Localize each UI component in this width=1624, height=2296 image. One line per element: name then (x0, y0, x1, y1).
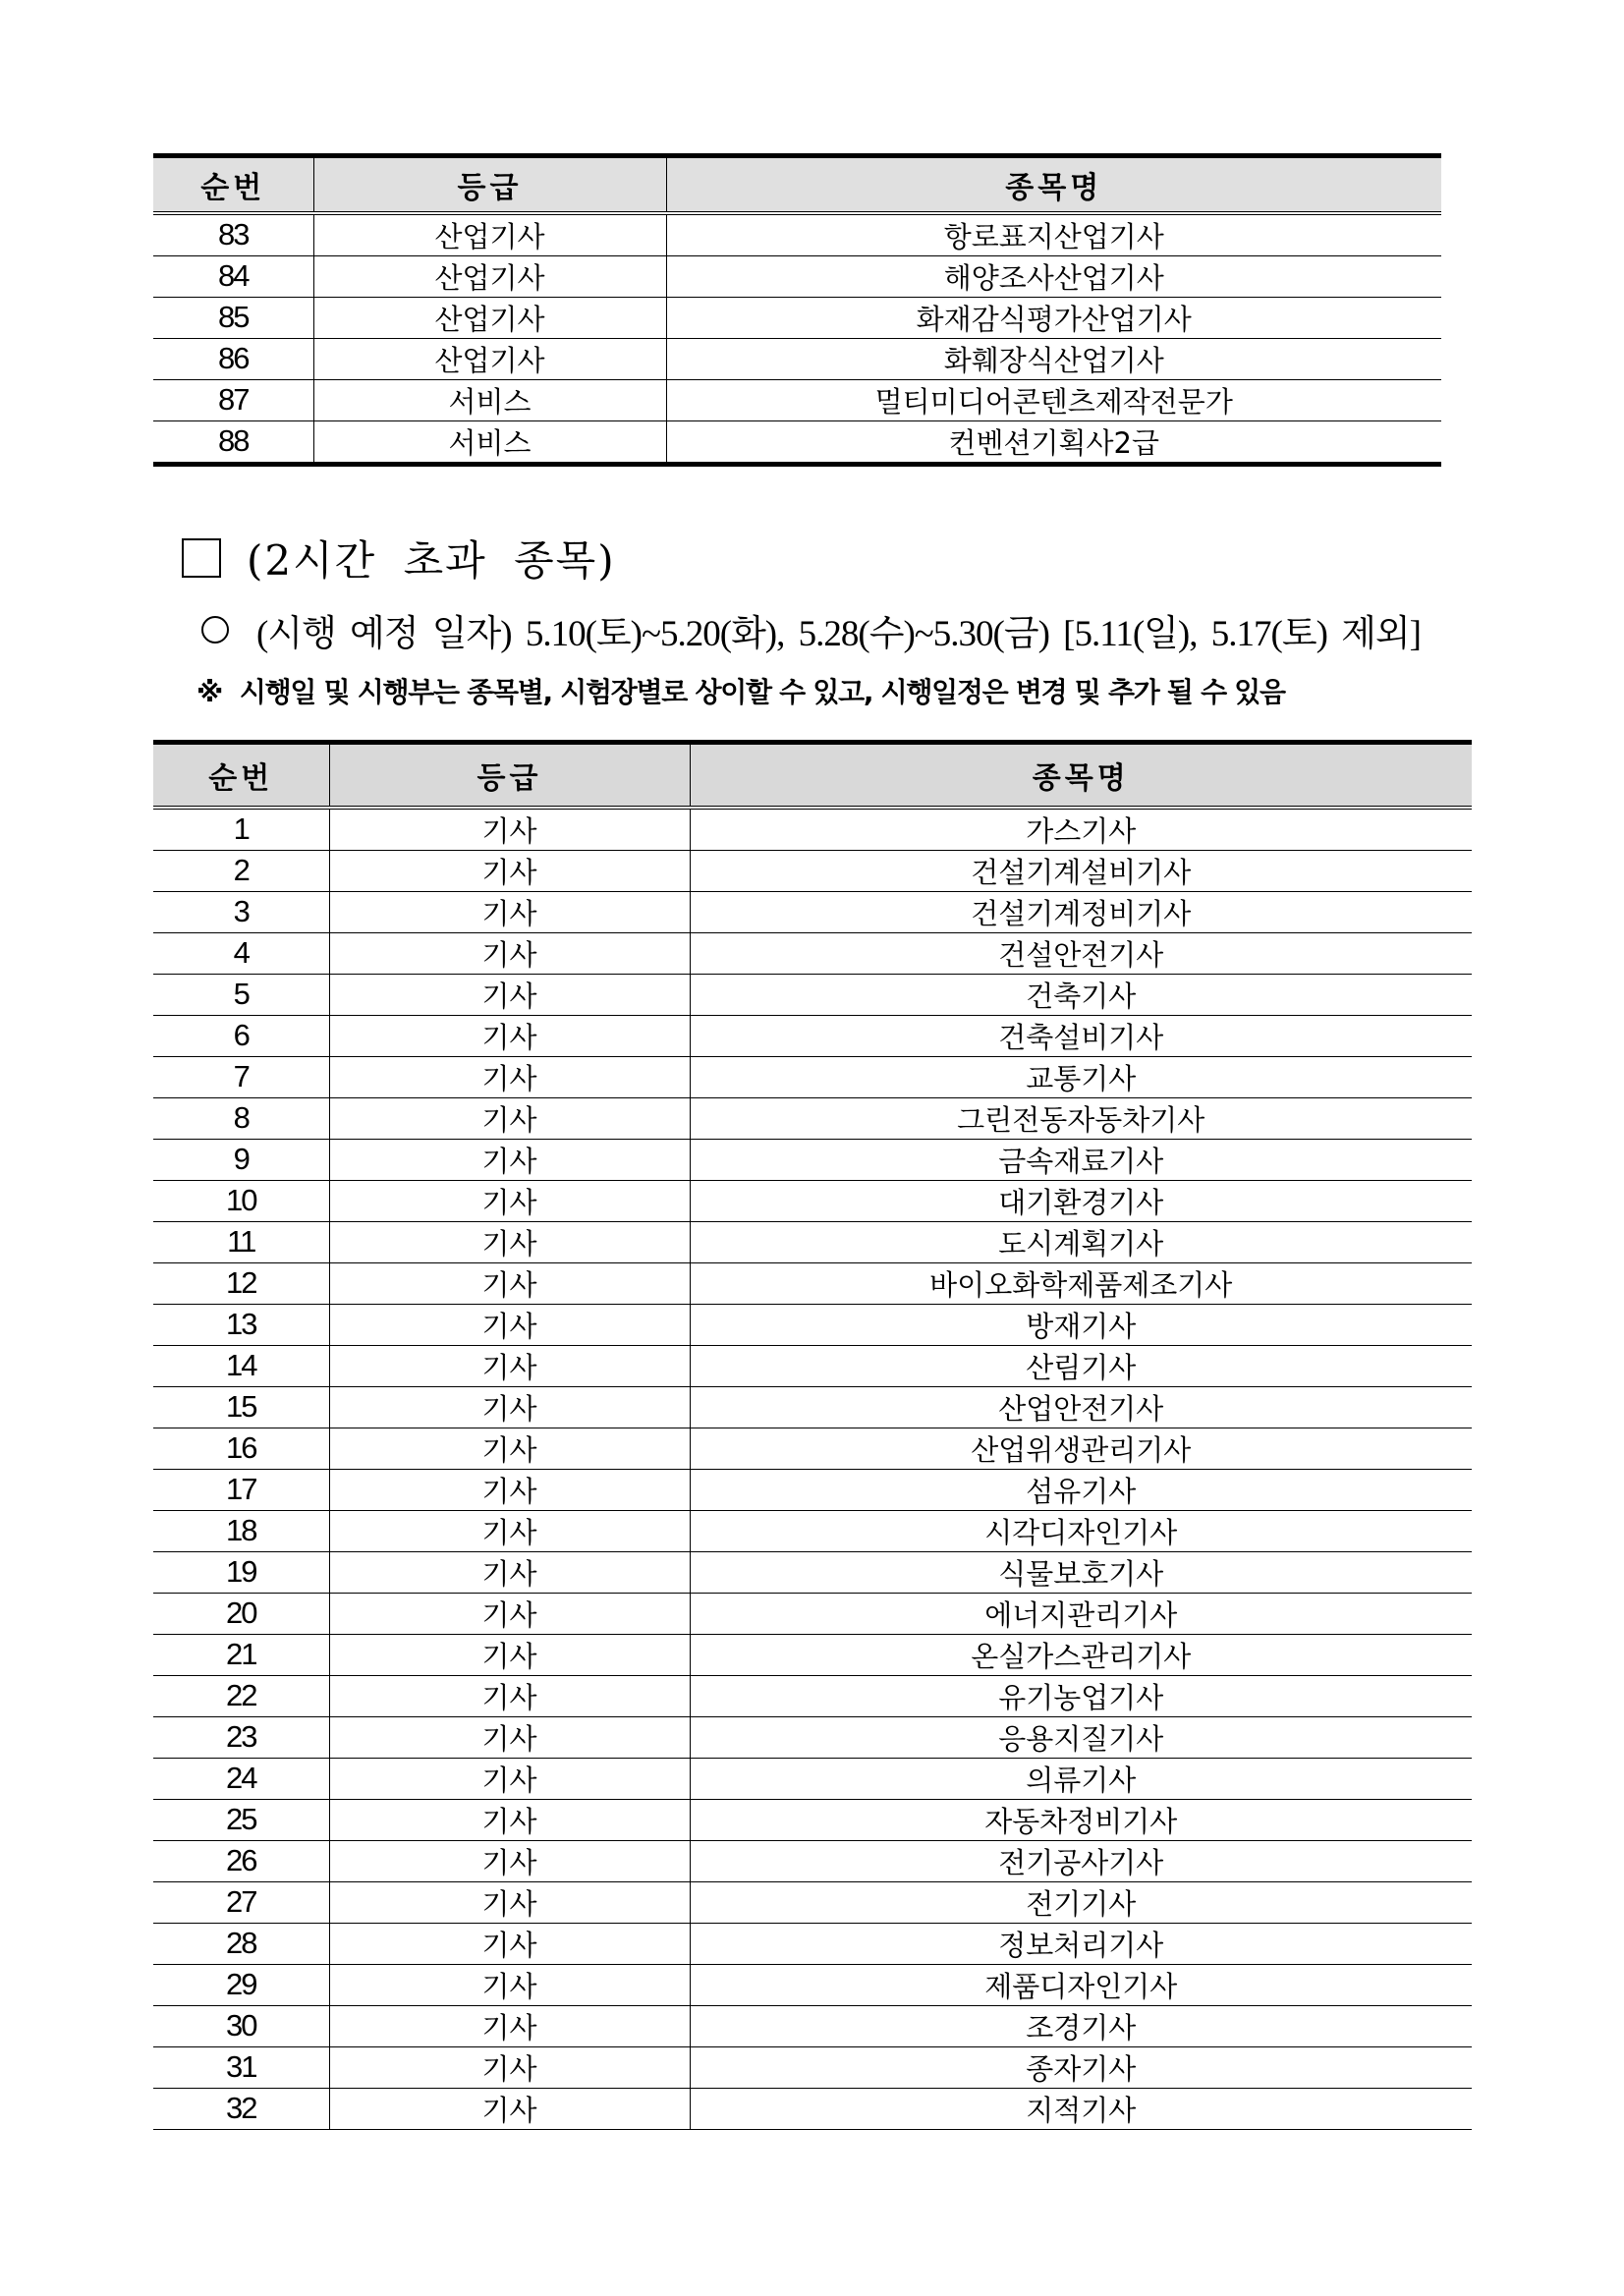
cell-item-name: 정보처리기사 (690, 1923, 1472, 1964)
reference-mark-icon: ※ (196, 676, 222, 708)
table-row (153, 1840, 1472, 1881)
cell-grade: 기사 (329, 2046, 690, 2088)
cell-grade: 기사 (329, 808, 690, 851)
cell-item-name: 산업안전기사 (690, 1386, 1472, 1428)
table-row (153, 1593, 1472, 1634)
cell-number: 29 (153, 1964, 329, 2005)
cell-grade: 기사 (329, 1221, 690, 1262)
table-row (153, 850, 1472, 891)
cell-item-name: 온실가스관리기사 (690, 1634, 1472, 1675)
cell-number: 31 (153, 2046, 329, 2088)
cell-grade: 기사 (329, 974, 690, 1015)
cell-number: 20 (153, 1593, 329, 1634)
table-row (153, 891, 1472, 932)
table-row (153, 255, 1441, 297)
cell-grade: 산업기사 (313, 297, 666, 338)
table-row (153, 1758, 1472, 1799)
table-header-row (153, 743, 1472, 808)
cell-item-name: 건축설비기사 (690, 1015, 1472, 1056)
cell-item-name: 제품디자인기사 (690, 1964, 1472, 2005)
table-row (153, 1634, 1472, 1675)
table-body (153, 808, 1472, 2130)
cell-item-name: 섬유기사 (690, 1469, 1472, 1510)
cell-number: 3 (153, 891, 329, 932)
cell-item-name: 화재감식평가산업기사 (666, 297, 1441, 338)
cell-number: 10 (153, 1180, 329, 1221)
header-grade: 등급 (313, 156, 666, 213)
table-row (153, 932, 1472, 974)
cell-number: 4 (153, 932, 329, 974)
exam-table-continued (153, 153, 1441, 467)
cell-number: 2 (153, 850, 329, 891)
cell-number: 15 (153, 1386, 329, 1428)
cell-number: 23 (153, 1716, 329, 1758)
table-row (153, 1551, 1472, 1593)
cell-grade: 기사 (329, 1551, 690, 1593)
table-row (153, 420, 1441, 464)
cell-grade: 기사 (329, 891, 690, 932)
table-row (153, 1510, 1472, 1551)
table-header-row (153, 156, 1441, 213)
cell-number: 16 (153, 1428, 329, 1469)
cell-grade: 산업기사 (313, 338, 666, 379)
cell-grade: 서비스 (313, 420, 666, 464)
table-row (153, 1015, 1472, 1056)
notice-text: 시행일 및 시행부는 종목별, 시험장별로 상이할 수 있고, 시행일정은 변경 및 추가 될 수 있음 (239, 676, 1285, 708)
cell-grade: 기사 (329, 2005, 690, 2046)
cell-grade: 기사 (329, 1593, 690, 1634)
cell-number: 28 (153, 1923, 329, 1964)
cell-item-name: 산업위생관리기사 (690, 1428, 1472, 1469)
cell-number: 30 (153, 2005, 329, 2046)
cell-item-name: 도시계획기사 (690, 1221, 1472, 1262)
table-row (153, 1428, 1472, 1469)
cell-number: 22 (153, 1675, 329, 1716)
cell-grade: 기사 (329, 1097, 690, 1139)
cell-grade: 기사 (329, 1262, 690, 1304)
table-row (153, 1923, 1472, 1964)
cell-number: 27 (153, 1881, 329, 1923)
cell-grade: 산업기사 (313, 213, 666, 256)
table-row (153, 1180, 1472, 1221)
table-row (153, 1675, 1472, 1716)
cell-grade: 기사 (329, 1056, 690, 1097)
table-row (153, 2046, 1472, 2088)
exam-table-over-2-hours (153, 740, 1472, 2130)
table-row (153, 213, 1441, 256)
cell-item-name: 시각디자인기사 (690, 1510, 1472, 1551)
table-row (153, 974, 1472, 1015)
cell-number: 12 (153, 1262, 329, 1304)
cell-item-name: 유기농업기사 (690, 1675, 1472, 1716)
cell-item-name: 금속재료기사 (690, 1139, 1472, 1180)
cell-item-name: 화훼장식산업기사 (666, 338, 1441, 379)
cell-item-name: 교통기사 (690, 1056, 1472, 1097)
header-item-name: 종목명 (666, 156, 1441, 213)
cell-item-name: 건설기계정비기사 (690, 891, 1472, 932)
cell-item-name: 에너지관리기사 (690, 1593, 1472, 1634)
cell-number: 14 (153, 1345, 329, 1386)
cell-number: 6 (153, 1015, 329, 1056)
cell-number: 13 (153, 1304, 329, 1345)
header-item-name: 종목명 (690, 743, 1472, 808)
cell-number: 32 (153, 2088, 329, 2129)
table-row (153, 2005, 1472, 2046)
table-row (153, 1345, 1472, 1386)
table-row (153, 1881, 1472, 1923)
cell-grade: 산업기사 (313, 255, 666, 297)
table-row (153, 1964, 1472, 2005)
cell-number: 24 (153, 1758, 329, 1799)
cell-number: 26 (153, 1840, 329, 1881)
table-row (153, 297, 1441, 338)
cell-item-name: 컨벤션기획사2급 (666, 420, 1441, 464)
header-grade: 등급 (329, 743, 690, 808)
table-row (153, 1469, 1472, 1510)
cell-number: 9 (153, 1139, 329, 1180)
cell-grade: 기사 (329, 1758, 690, 1799)
table-body (153, 213, 1441, 465)
section-title: (2시간 초과 종목) (247, 536, 616, 585)
cell-grade: 기사 (329, 1469, 690, 1510)
cell-grade: 기사 (329, 1386, 690, 1428)
cell-item-name: 식물보호기사 (690, 1551, 1472, 1593)
cell-item-name: 건축기사 (690, 974, 1472, 1015)
cell-grade: 기사 (329, 1510, 690, 1551)
cell-number: 5 (153, 974, 329, 1015)
cell-number: 7 (153, 1056, 329, 1097)
cell-item-name: 의류기사 (690, 1758, 1472, 1799)
cell-grade: 기사 (329, 1180, 690, 1221)
cell-number: 11 (153, 1221, 329, 1262)
cell-grade: 기사 (329, 1799, 690, 1840)
cell-grade: 기사 (329, 1015, 690, 1056)
header-number: 순번 (200, 170, 266, 205)
cell-item-name: 지적기사 (690, 2088, 1472, 2129)
cell-grade: 기사 (329, 1923, 690, 1964)
cell-grade: 기사 (329, 1304, 690, 1345)
cell-item-name: 자동차정비기사 (690, 1799, 1472, 1840)
cell-number: 25 (153, 1799, 329, 1840)
cell-number: 84 (153, 255, 313, 297)
circle-bullet-icon (201, 616, 229, 644)
cell-grade: 기사 (329, 1964, 690, 2005)
cell-grade: 기사 (329, 1840, 690, 1881)
schedule-text: (시행 예정 일자) 5.10(토)~5.20(화), 5.28(수)~5.30(금) [5.11(일), 5.17(토) 제외] (256, 614, 1421, 654)
table-row (153, 1221, 1472, 1262)
cell-grade: 기사 (329, 850, 690, 891)
cell-number: 18 (153, 1510, 329, 1551)
cell-item-name: 대기환경기사 (690, 1180, 1472, 1221)
cell-item-name: 방재기사 (690, 1304, 1472, 1345)
cell-grade: 기사 (329, 1139, 690, 1180)
table-row (153, 808, 1472, 851)
cell-grade: 기사 (329, 1675, 690, 1716)
cell-item-name: 건설기계설비기사 (690, 850, 1472, 891)
cell-grade: 기사 (329, 1428, 690, 1469)
table-row (153, 1139, 1472, 1180)
cell-grade: 기사 (329, 1345, 690, 1386)
cell-grade: 기사 (329, 2088, 690, 2129)
cell-number: 21 (153, 1634, 329, 1675)
cell-item-name: 산림기사 (690, 1345, 1472, 1386)
header-number: 순번 (208, 760, 274, 796)
table-row (153, 1262, 1472, 1304)
schedule-line (201, 603, 1421, 656)
cell-grade: 기사 (329, 1634, 690, 1675)
cell-number: 87 (153, 379, 313, 420)
cell-number: 85 (153, 297, 313, 338)
cell-number: 88 (153, 420, 313, 464)
table-row (153, 1386, 1472, 1428)
cell-item-name: 그린전동자동차기사 (690, 1097, 1472, 1139)
cell-grade: 기사 (329, 932, 690, 974)
table-row (153, 338, 1441, 379)
cell-item-name: 응용지질기사 (690, 1716, 1472, 1758)
cell-number: 19 (153, 1551, 329, 1593)
table-row (153, 379, 1441, 420)
cell-grade: 서비스 (313, 379, 666, 420)
table-row (153, 2088, 1472, 2129)
table-row (153, 1097, 1472, 1139)
cell-number: 8 (153, 1097, 329, 1139)
checkbox-square-icon (182, 538, 221, 578)
cell-item-name: 바이오화학제품제조기사 (690, 1262, 1472, 1304)
cell-item-name: 건설안전기사 (690, 932, 1472, 974)
cell-number: 83 (153, 213, 313, 256)
cell-item-name: 종자기사 (690, 2046, 1472, 2088)
cell-number: 17 (153, 1469, 329, 1510)
cell-grade: 기사 (329, 1881, 690, 1923)
table-row (153, 1056, 1472, 1097)
table-row (153, 1304, 1472, 1345)
cell-number: 86 (153, 338, 313, 379)
cell-item-name: 멀티미디어콘텐츠제작전문가 (666, 379, 1441, 420)
cell-item-name: 전기기사 (690, 1881, 1472, 1923)
cell-item-name: 항로표지산업기사 (666, 213, 1441, 256)
table-row (153, 1716, 1472, 1758)
notice-line (196, 671, 1285, 710)
section-heading (182, 529, 616, 588)
cell-item-name: 조경기사 (690, 2005, 1472, 2046)
cell-grade: 기사 (329, 1716, 690, 1758)
cell-item-name: 전기공사기사 (690, 1840, 1472, 1881)
table-row (153, 1799, 1472, 1840)
cell-number: 1 (153, 808, 329, 851)
cell-item-name: 가스기사 (690, 808, 1472, 851)
cell-item-name: 해양조사산업기사 (666, 255, 1441, 297)
